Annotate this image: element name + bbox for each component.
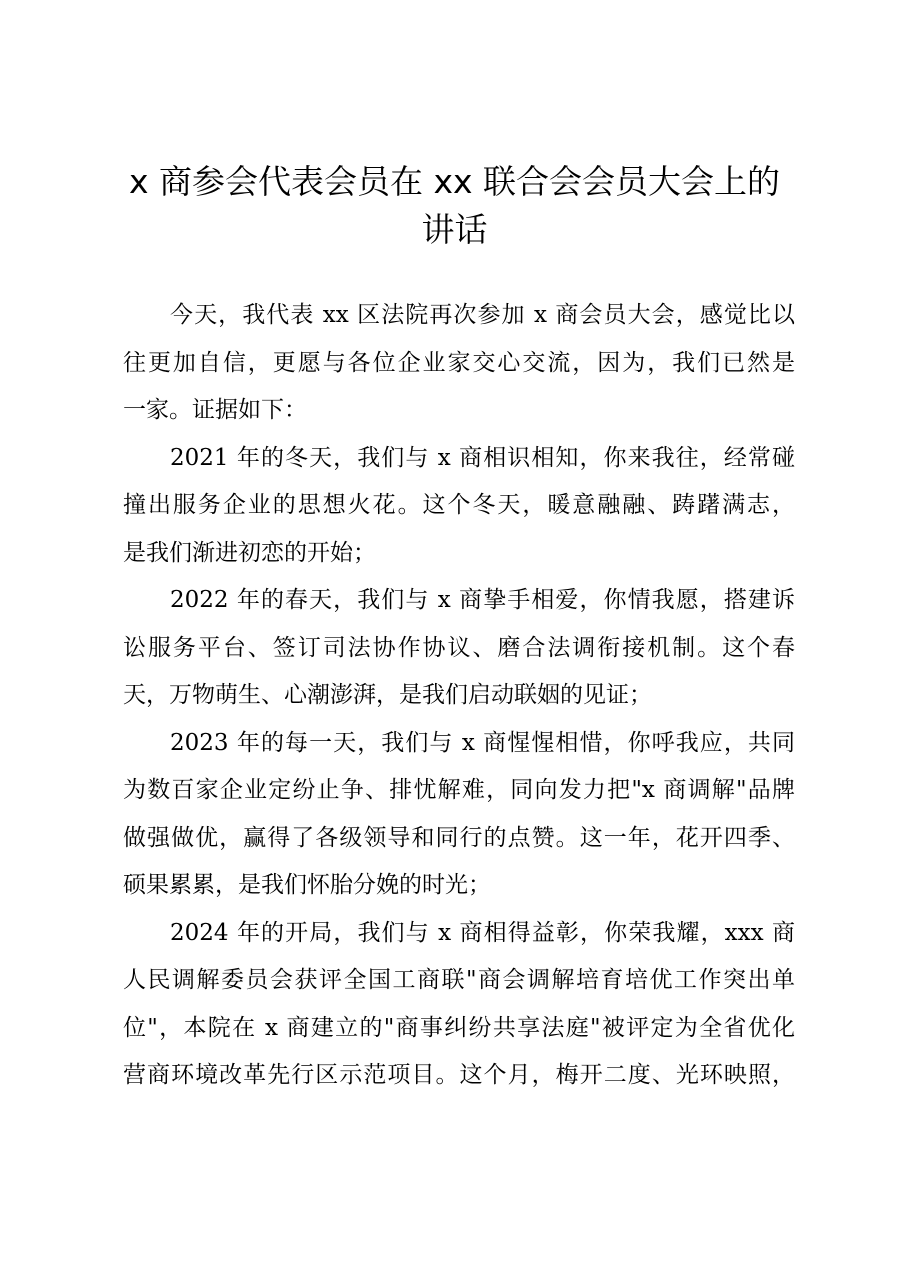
paragraph-line: 硕果累累，是我们怀胎分娩的时光； — [123, 872, 491, 898]
document-body — [123, 292, 795, 1100]
paragraph-line: 做强做优，赢得了各级领导和同行的点赞。这一年，花开四季、 — [123, 824, 795, 851]
paragraph-line: 2022 年的春天，我们与 x 商挚手相爱，你情我愿，搭建诉 — [170, 587, 795, 613]
paragraph-line: 营商环境改革先行区示范项目。这个月，梅开二度、光环映照， — [123, 1062, 795, 1088]
paragraph-line: 为数百家企业定纷止争、排忧解难，同向发力把"x 商调解"品牌 — [123, 777, 795, 803]
paragraph-line: 2021 年的冬天，我们与 x 商相识相知，你来我往，经常碰 — [170, 444, 795, 471]
paragraph-2021 — [123, 435, 795, 578]
paragraph-line: 天，万物萌生、心潮澎湃，是我们启动联姻的见证； — [123, 682, 652, 708]
paragraph-line: 位"，本院在 x 商建立的"商事纠纷共享法庭"被评定为全省优化 — [123, 1014, 795, 1041]
paragraph-line: 2023 年的每一天，我们与 x 商惺惺相惜，你呼我应，共同 — [170, 729, 795, 756]
paragraph-line: 是我们渐进初恋的开始； — [123, 539, 376, 566]
paragraph-line: 往更加自信，更愿与各位企业家交心交流，因为，我们已然是 — [123, 349, 795, 376]
paragraph-line: 人民调解委员会获评全国工商联"商会调解培育培优工作突出单 — [123, 967, 795, 993]
paragraph-intro — [123, 292, 795, 435]
paragraph-2024 — [123, 910, 795, 1100]
paragraph-line: 2024 年的开局，我们与 x 商相得益彰，你荣我耀，xxx 商 — [170, 919, 795, 946]
paragraph-line: 一家。证据如下： — [123, 397, 307, 423]
paragraph-2023 — [123, 720, 795, 910]
paragraph-line: 讼服务平台、签订司法协作协议、磨合法调衔接机制。这个春 — [123, 634, 795, 661]
document-title — [110, 158, 799, 254]
paragraph-line: 今天，我代表 xx 区法院再次参加 x 商会员大会，感觉比以 — [170, 302, 795, 328]
paragraph-line: 撞出服务企业的思想火花。这个冬天，暖意融融、踌躇满志， — [123, 492, 795, 518]
paragraph-2022 — [123, 577, 795, 720]
title-line-1: x 商参会代表会员在 xx 联合会会员大会上的 — [128, 162, 781, 201]
title-line-2: 讲话 — [421, 210, 488, 249]
